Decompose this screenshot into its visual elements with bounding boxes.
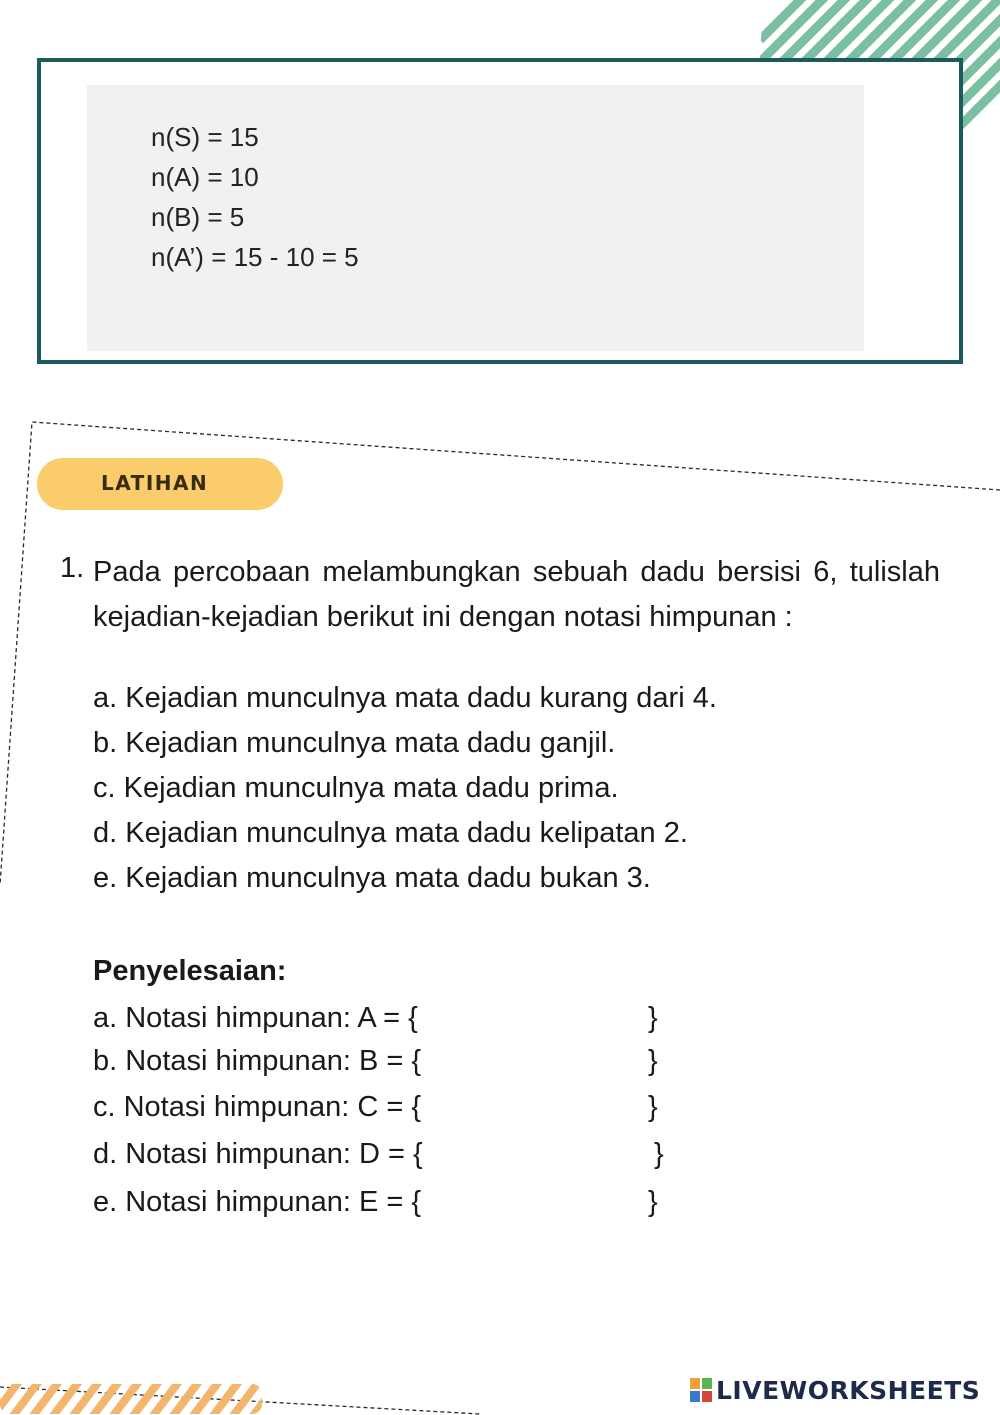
info-line-na: n(A) = 10 [151, 162, 259, 192]
answer-input-c[interactable] [462, 1090, 646, 1126]
question-item-b: b. Kejadian munculnya mata dadu ganjil. [93, 727, 616, 759]
answer-row-a-label: a. Notasi himpunan: A = { [93, 1002, 418, 1034]
answer-row-e-label: e. Notasi himpunan: E = { [93, 1186, 422, 1218]
latihan-label: LATIHAN [101, 471, 209, 495]
solution-title: Penyelesaian: [93, 955, 287, 987]
answer-input-b[interactable] [462, 1044, 646, 1080]
question-text: Pada percobaan melambungkan sebuah dadu bersisi 6, tulislah kejadian-kejadian berikut ini dengan notasi himpunan : [93, 556, 940, 633]
liveworksheets-logo [690, 1372, 980, 1408]
answer-row-e-close: } [648, 1186, 658, 1218]
info-panel [87, 85, 864, 351]
answer-row-b-close: } [648, 1045, 658, 1077]
answer-input-d[interactable] [466, 1137, 650, 1173]
info-line-ns: n(S) = 15 [151, 122, 259, 152]
answer-row-c-label: c. Notasi himpunan: C = { [93, 1091, 422, 1123]
answer-input-a[interactable] [462, 1001, 646, 1037]
answer-row-c-close: } [648, 1091, 658, 1123]
answer-row-a-close: } [648, 1002, 658, 1034]
question-item-d: d. Kejadian munculnya mata dadu kelipatan 2. [93, 817, 688, 849]
question-item-e: e. Kejadian munculnya mata dadu bukan 3. [93, 862, 651, 894]
liveworksheets-logo-text: LIVEWORKSHEETS [716, 1375, 981, 1405]
answer-input-e[interactable] [462, 1185, 646, 1221]
info-line-na-complement: n(A’) = 15 - 10 = 5 [151, 242, 359, 272]
info-line-nb: n(B) = 5 [151, 202, 245, 232]
latihan-badge [37, 458, 283, 510]
question-item-c: c. Kejadian munculnya mata dadu prima. [93, 772, 619, 804]
question-item-a: a. Kejadian munculnya mata dadu kurang dari 4. [93, 682, 717, 714]
info-box [37, 58, 963, 364]
answer-row-d-label: d. Notasi himpunan: D = { [93, 1138, 423, 1170]
liveworksheets-logo-icon [690, 1378, 712, 1402]
answer-row-b-label: b. Notasi himpunan: B = { [93, 1045, 422, 1077]
decorative-stripes-bottom-left [0, 1370, 270, 1414]
answer-row-d-close: } [654, 1138, 664, 1170]
question-number: 1. [60, 552, 85, 584]
